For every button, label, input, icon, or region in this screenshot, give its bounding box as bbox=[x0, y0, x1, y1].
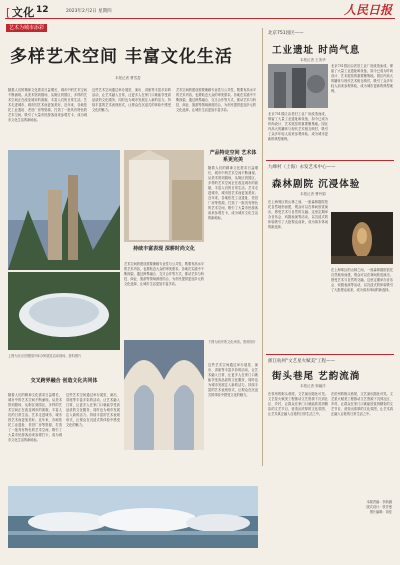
main-byline: 本报记者 曹雪盈 bbox=[115, 76, 141, 80]
article-col-1: 随着人们的精神文化需求日益增长，城市中的艺术空间不断涌现。从美术馆到剧场，从街区到园区，多样的艺术空间正在改变城市的面貌，丰富人们的日常生活。艺术走进城市，城市因艺术而更加美好。近年来，各地依托工业遗址、老旧厂房等资源，打造了一批具有特色的艺术空间，吸引了大量市民游客前来参观打卡，成为城市文化生活的新地标。 bbox=[8, 88, 87, 122]
page-number: 12 bbox=[36, 5, 49, 15]
r3-text-col-b: 在杭州的街头巷尾，文艺演出随处可见。文艺星火赋美工程推动文艺资源下沉到社区、乡村，让群众在家门口就能欣赏到精彩的文艺节目，营造出浓厚的文化氛围，让艺术真正融入百姓的日常生活之中。 bbox=[331, 392, 393, 416]
r1-title: 工业遗址 时尚气息 bbox=[272, 45, 361, 56]
article-col-2: 这些艺术空间通过举办展览、演出、讲座等丰富多彩的活动，让艺术融入日常，让更多人在家门口就能享受高品质的文化服务，同时也为城市发展注入新的活力。持续丰富的艺术表现形式，让观众在沉浸式的体验中感受文化的魅力。 bbox=[92, 88, 171, 112]
bracket-mark: [ bbox=[6, 6, 11, 19]
photo-caption-left: 上图为北京首钢园内举办的展览活动现场。资料图片 bbox=[8, 354, 82, 358]
right-divider-1 bbox=[266, 160, 394, 161]
editor-credits bbox=[336, 500, 392, 514]
article-col-8: 这些艺术空间通过举办展览、演出、讲座等丰富多彩的活动，让艺术融入日常，让更多人在家门口就能享受高品质的文化服务，同时也为城市发展注入新的活力。持续丰富的艺术表现形式，让观众在沉浸式的体验中感受文化的魅力。 bbox=[208, 363, 258, 397]
article-col-4: 随着人们的精神文化需求日益增长，城市中的艺术空间不断涌现。从美术馆到剧场，从街区到园区，多样的艺术空间正在改变城市的面貌，丰富人们的日常生活。艺术走进城市，城市因艺术而更加美好。近年来，各地依托工业遗址、老旧厂房等资源，打造了一批具有特色的艺术空间，吸引了大量市民游客前来参观打卡，成为城市文化生活的新地标。 bbox=[8, 393, 62, 442]
date-line: 2023年2月2日 星期四 bbox=[66, 9, 112, 14]
editor-credit-2: 版式设计：张芳曼 bbox=[366, 504, 392, 509]
r1-text-col-a: 北京751园区由老旧工业厂房改造而成，保留了大量工业遗址和设备，如今已成为时尚设计、艺术展览的重要聚集地。园区内高大的罐体与现代艺术相互映衬，吸引了众多年轻人前来参观体验，成为城市更新的典型案例。 bbox=[268, 112, 328, 141]
r3-byline: 本报记者 窦瀚洋 bbox=[300, 384, 326, 388]
article-col-5: 这些艺术空间通过举办展览、演出、讲座等丰富多彩的活动，让艺术融入日常，让更多人在家门口就能享受高品质的文化服务，同时也为城市发展注入新的活力。持续丰富的艺术表现形式，让观众在沉浸式的体验中感受文化的魅力。 bbox=[66, 393, 120, 427]
right-divider-2 bbox=[266, 354, 394, 355]
article-col-3: 艺术空间的建设需要兼顾专业性与公共性，既要有高水平的艺术内容，也要贴近大众的审美需求。各地在实践中不断探索，通过跨界融合、交叉合作等方式，推动艺术与科技、商业、旅游等领域深度结合，为市民提供更加多元的文化选择，让城市生活更加丰富多彩。 bbox=[176, 88, 256, 112]
arch-photo bbox=[124, 340, 204, 450]
r3-kicker: 浙江杭州"文艺星火赋美"工程—— bbox=[268, 359, 336, 364]
masthead-logo: 人民日报 bbox=[343, 3, 392, 17]
section-tag: 艺术为城市添彩 bbox=[6, 24, 47, 32]
article-col-6: 艺术空间的建设需要兼顾专业性与公共性，既要有高水平的艺术内容，也要贴近大众的审美需求。各地在实践中不断探索，通过跨界融合、交叉合作等方式，推动艺术与科技、商业、旅游等领域深度结合，为市民提供更加多元的文化选择，让城市生活更加丰富多彩。 bbox=[124, 262, 204, 286]
photo-collage-left bbox=[8, 150, 120, 350]
r2-title: 森林剧院 沉浸体验 bbox=[272, 179, 361, 190]
bottom-banner-photo bbox=[8, 486, 258, 548]
r1-kicker: 北京751园区—— bbox=[268, 31, 304, 36]
editor-credit-3: 图片编辑：刘佳 bbox=[369, 509, 392, 514]
section-title: [文化 bbox=[6, 6, 35, 19]
park-photo bbox=[8, 150, 120, 350]
right-column-divider bbox=[262, 28, 263, 466]
editor-credit-1: 本版责编：李韵涵 bbox=[366, 500, 392, 504]
r3-text-col-a: 在杭州的街头巷尾，文艺演出随处可见。文艺星火赋美工程推动文艺资源下沉到社区、乡村，让群众在家门口就能欣赏到精彩的文艺节目，营造出浓厚的文化氛围，让艺术真正融入百姓的日常生活之中。 bbox=[268, 392, 328, 416]
article-col-7: 随着人们的精神文化需求日益增长，城市中的艺术空间不断涌现。从美术馆到剧场，从街区到园区，多样的艺术空间正在改变城市的面貌，丰富人们的日常生活。艺术走进城市，城市因艺术而更加美好。近年来，各地依托工业遗址、老旧厂房等资源，打造了一批具有特色的艺术空间，吸引了大量市民游客前来参观打卡，成为城市文化生活的新地标。 bbox=[208, 166, 258, 220]
main-headline: 多样艺术空间 丰富文化生活 bbox=[10, 47, 233, 67]
r1-text-col-b: 北京751园区由老旧工业厂房改造而成，保留了大量工业遗址和设备，如今已成为时尚设计、艺术展览的重要聚集地。园区内高大的罐体与现代艺术相互映衬，吸引了众多年轻人前来参观体验，成为城市更新的典型案例。 bbox=[331, 64, 393, 93]
photo-caption-middle: 下图为西安的文化场馆。资料图片 bbox=[208, 340, 256, 344]
r2-kicker: 九峰村（上海）永发艺术中心—— bbox=[268, 165, 336, 170]
r2-text-col-a: 在上海郊区的山林之间，一座森林剧院依托自然地形而建，观众可以在林间欣赏演出，感受艺术与自然的交融。这里定期举办音乐会、戏剧表演等活动，以沉浸式的体验吸引了大批观众前来，成为周末休闲的新选择。 bbox=[268, 200, 328, 229]
building-photo bbox=[124, 150, 204, 242]
r3-title: 街头巷尾 艺韵流淌 bbox=[272, 371, 361, 382]
r1-byline: 本报记者 王美华 bbox=[300, 58, 326, 62]
header-rule bbox=[5, 18, 395, 19]
r2-text-col-b: 在上海郊区的山林之间，一座森林剧院依托自然地形而建，观众可以在林间欣赏演出，感受艺术与自然的交融。这里定期举办音乐会、戏剧表演等活动，以沉浸式的体验吸引了大批观众前来，成为周末休闲的新选择。 bbox=[331, 268, 393, 292]
subhead-2: 产品特定空间 艺术体系更完美 bbox=[209, 150, 257, 163]
subhead-1: 持续丰富表现 深耕时尚文化 bbox=[133, 246, 195, 252]
r1-photo bbox=[268, 64, 328, 108]
subhead-3: 交叉跨界融合 创造文化共同体 bbox=[30, 378, 98, 384]
r2-photo bbox=[331, 212, 393, 264]
r2-byline: 本报记者 曹玲娟 bbox=[300, 192, 326, 196]
